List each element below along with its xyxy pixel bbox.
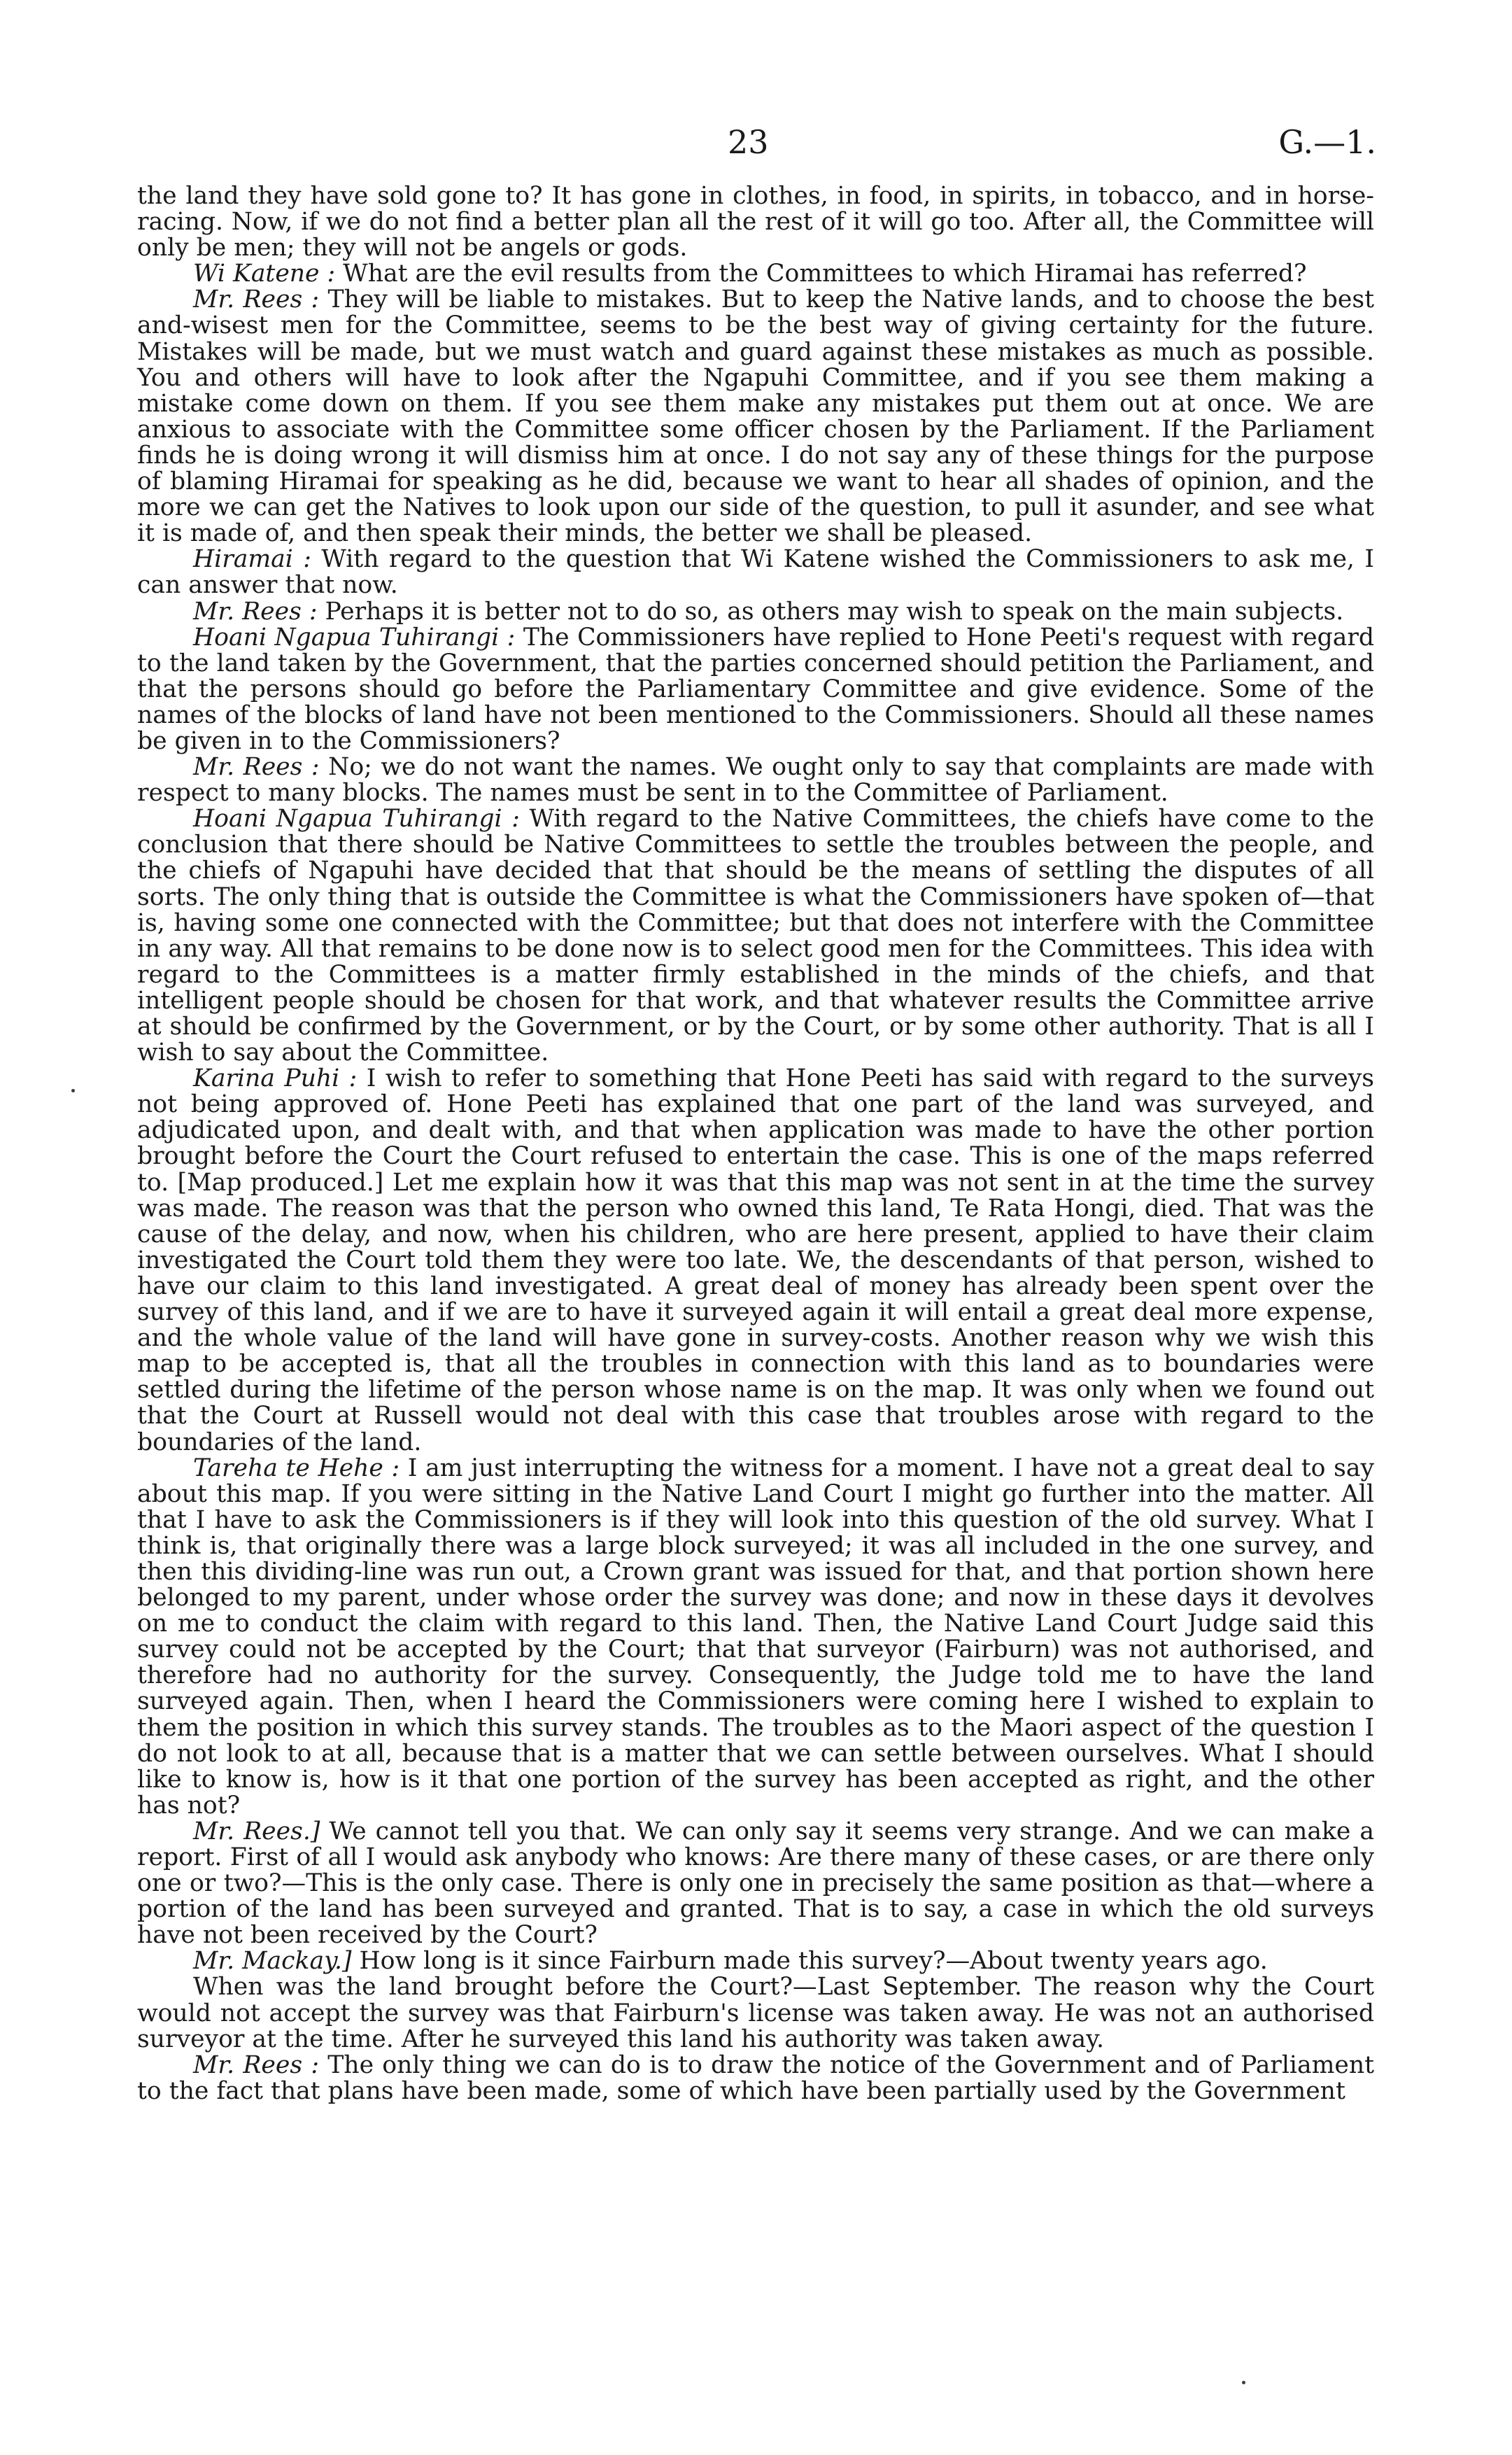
report-code: G.—1. <box>1278 123 1376 161</box>
speaker-name: Mr. Rees : <box>193 753 320 782</box>
paragraph-text: They will be liable to mistakes. But to keep the Native lands, and to choose the best and-wisest men for the Committee, seems to be the best way of giving certainty for the future. Mistakes will be made, but we must watch and guard against these mistakes as much as possible. You and others will have to look after the Ngapuhi Committee, and if you see them making a mistake come down on them. If you see them make any mistakes put them out at once. We are anxious to associate with the Committee some officer chosen by the Parliament. If the Parliament finds he is doing wrong it will dismiss him at once. I do not say any of these things for the purpose of blaming Hiramai for speaking as he did, because we want to hear all shades of opinion, and the more we can get the Natives to look upon our side of the question, to pull it asunder, and see what it is made of, and then speak their minds, the better we shall be pleased. <box>137 286 1374 548</box>
paragraph <box>137 2050 1374 2105</box>
speaker-name: Mr. Rees.] <box>193 1817 320 1845</box>
page-number: 23 <box>728 123 769 161</box>
paragraph-text: I wish to refer to something that Hone Peeti has said with regard to the surveys not being approved of. Hone Peeti has explained that one part of the land was surveyed, and adjudicated upon, and dealt with, and that when application was made to have the other portion brought before the Court the Court refused to entertain the case. This is one of the maps referred to. [Map produced.] Let me explain how it was that this map was not sent in at the time the survey was made. The reason was that the person who owned this land, Te Rata Hongi, died. That was the cause of the delay, and now, when his children, who are here present, applied to have their claim investigated the Court told them they were too late. We, the descendants of that person, wished to have our claim to this land investigated. A great deal of money has already been spent over the survey of this land, and if we are to have it surveyed again it will entail a great deal more expense, and the whole value of the land will have gone in survey-costs. Another reason why we wish this map to be accepted is, that all the troubles in connection with this land as to boundaries were settled during the lifetime of the person whose name is on the map. It was only when we found out that the Court at Russell would not deal with this case that troubles arose with regard to the boundaries of the land. <box>137 1064 1374 1456</box>
paragraph-text: With regard to the question that Wi Katene wished the Commissioners to ask me, I can answer that now. <box>137 545 1374 600</box>
speaker-name: Mr. Rees : <box>193 2050 319 2079</box>
speaker-name: Mr. Mackay.] <box>193 1947 352 1976</box>
speaker-name: Tareha te Hehe : <box>193 1454 400 1482</box>
paragraph <box>137 183 1374 261</box>
paragraph-text: Perhaps it is better not to do so, as others may wish to speak on the main subjects. <box>317 597 1344 626</box>
paragraph <box>137 625 1374 754</box>
paragraph-text: What are the evil results from the Committees to which Hiramai has referred? <box>335 260 1307 288</box>
paragraph-text: How long is it since Fairburn made this survey?—About twenty years ago. <box>351 1947 1268 1976</box>
speaker-name: Wi Katene : <box>193 260 336 288</box>
paragraph <box>137 1456 1374 1819</box>
paragraph-text: I am just interrupting the witness for a moment. I have not a great deal to say about this map. If you were sitting in the Native Land Court I might go further into the matter. All that I have to ask the Commissioners is if they will look into this question of the old survey. What I think is, that originally there was a large block surveyed; it was all included in the one survey, and then this dividing-line was run out, a Crown grant was issued for that, and that portion shown here belonged to my parent, under whose order the survey was done; and now in these days it devolves on me to conduct the claim with regard to this land. Then, the Native Land Court Judge said this survey could not be accepted by the Court; that that surveyor (Fairburn) was not authorised, and therefore had no authority for the survey. Consequently, the Judge told me to have the land surveyed again. Then, when I heard the Commissioners were coming here I wished to explain to them the position in which this survey stands. The troubles as to the Maori aspect of the question I do not look to at all, because that is a matter that we can settle between ourselves. What I should like to know is, how is it that one portion of the survey has been accepted as right, and the other has not? <box>137 1454 1374 1820</box>
speaker-name: Hoani Ngapua Tuhirangi : <box>193 805 520 833</box>
page-header <box>0 123 1512 165</box>
paragraph-text: We cannot tell you that. We can only say it seems very strange. And we can make a report. First of all I would ask anybody who knows: Are there many of these cases, or are there only one or two?—This is the only case. There is only one in precisely the same position as that—where a portion of the land has been surveyed and granted. That is to say, a case in which the old surveys have not been received by the Court? <box>137 1817 1374 1950</box>
paragraph <box>137 1974 1374 2052</box>
speaker-name: Hiramai : <box>193 545 311 574</box>
paragraph-text: the land they have sold gone to? It has gone in clothes, in food, in spirits, in tobacco, and in horse-racing. Now, if we do not find a better plan all the rest of it will go too. After all, the Committee will only be men; they will not be angels or gods. <box>137 182 1374 262</box>
paragraph <box>137 1819 1374 1948</box>
paragraph-text: With regard to the Native Committees, the chiefs have come to the conclusion that there should be Native Committees to settle the troubles between the people, and the chiefs of Ngapuhi have decided that that should be the means of settling the disputes of all sorts. The only thing that is outside the Committee is what the Commissioners have spoken of—that is, having some one connected with the Committee; but that does not interfere with the Committee in any way. All that remains to be done now is to select good men for the Committees. This idea with regard to the Committees is a matter firmly established in the minds of the chiefs, and that intelligent people should be chosen for that work, and that whatever results the Committee arrive at should be confirmed by the Government, or by the Court, or by some other authority. That is all I wish to say about the Committee. <box>137 805 1374 1067</box>
paragraph <box>137 1948 1374 1974</box>
body-text <box>137 183 1374 2104</box>
paragraph-text: The Commissioners have replied to Hone Peeti's request with regard to the land taken by the Government, that the parties concerned should petition the Parliament, and that the persons should go before the Parliamentary Committee and give evidence. Some of the names of the blocks of land have not been mentioned to the Commissioners. Should all these names be given in to the Commissioners? <box>137 623 1374 755</box>
paragraph <box>137 547 1374 598</box>
speaker-name: Mr. Rees : <box>193 597 318 626</box>
paragraph <box>137 1066 1374 1455</box>
paragraph <box>137 599 1374 625</box>
paragraph-text: The only thing we can do is to draw the notice of the Government and of Parliament to the fact that plans have been made, some of which have been partially used by the Government <box>137 2050 1374 2105</box>
paragraph <box>137 754 1374 806</box>
paragraph <box>137 287 1374 547</box>
scan-speck <box>1242 2381 1245 2384</box>
scan-speck <box>71 1089 75 1092</box>
paragraph <box>137 806 1374 1066</box>
paragraph-text: When was the land brought before the Court?—Last September. The reason why the Court would not accept the survey was that Fairburn's license was taken away. He was not an authorised surveyor at the time. After he surveyed this land his authority was taken away. <box>137 1973 1374 2053</box>
speaker-name: Mr. Rees : <box>193 286 320 314</box>
speaker-name: Hoani Ngapua Tuhirangi : <box>193 623 516 652</box>
speaker-name: Karina Puhi : <box>193 1064 358 1093</box>
paragraph <box>137 261 1374 287</box>
paragraph-text: No; we do not want the names. We ought only to say that complaints are made with respect to many blocks. The names must be sent in to the Committee of Parliament. <box>137 753 1375 808</box>
